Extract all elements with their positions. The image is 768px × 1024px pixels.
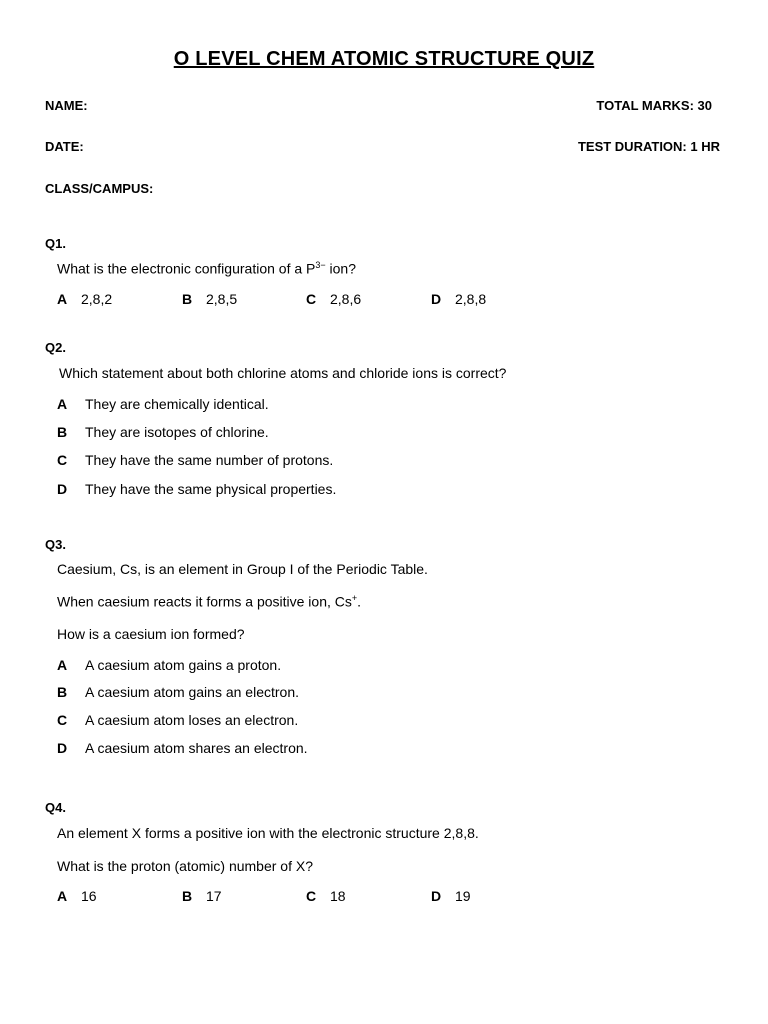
option-text: 19 <box>455 888 471 904</box>
question-2-option-a[interactable] <box>57 396 269 414</box>
date-label: DATE: <box>45 139 84 154</box>
question-1-text-end: ion? <box>325 260 356 277</box>
question-4-number: Q4. <box>45 800 66 815</box>
test-duration: TEST DURATION: 1 HR <box>577 139 720 154</box>
option-text: They are chemically identical. <box>85 396 269 412</box>
question-1-options <box>57 291 657 309</box>
question-4-option-d[interactable] <box>431 888 471 904</box>
option-letter: A <box>57 291 68 307</box>
total-marks: TOTAL MARKS: 30 <box>596 98 712 113</box>
question-3-line-2-start: When caesium reacts it forms a positive ion, Cs <box>57 593 352 610</box>
question-2-text: Which statement about both chlorine atoms and chloride ions is correct? <box>59 365 507 381</box>
option-letter: B <box>57 684 68 700</box>
option-text: A caesium atom gains an electron. <box>85 684 300 700</box>
question-3-superscript: + <box>351 593 358 603</box>
question-1-option-b[interactable] <box>182 291 237 307</box>
option-letter: B <box>57 424 68 440</box>
name-label: NAME: <box>45 98 88 113</box>
question-2-option-c[interactable] <box>57 452 333 470</box>
question-1-text <box>57 260 356 277</box>
option-text: 2,8,2 <box>81 291 113 307</box>
question-1-option-d[interactable] <box>431 291 486 307</box>
option-letter: A <box>57 657 68 673</box>
option-text: 2,8,6 <box>330 291 362 307</box>
question-1-number: Q1. <box>45 236 66 251</box>
option-letter: D <box>57 740 68 756</box>
question-3-number: Q3. <box>45 537 66 552</box>
option-letter: C <box>306 888 317 904</box>
question-3-line-2-end: . <box>357 593 362 610</box>
question-3-option-d[interactable] <box>57 740 308 758</box>
option-text: 18 <box>330 888 346 904</box>
option-letter: B <box>182 888 193 904</box>
question-2-number: Q2. <box>45 340 66 355</box>
option-letter: B <box>182 291 193 307</box>
option-text: 2,8,8 <box>455 291 487 307</box>
question-3-line-2 <box>57 593 361 610</box>
option-letter: A <box>57 888 68 904</box>
option-text: They have the same physical properties. <box>85 481 337 497</box>
option-letter: C <box>57 712 68 728</box>
question-2-option-b[interactable] <box>57 424 269 442</box>
option-letter: D <box>431 291 442 307</box>
option-text: A caesium atom shares an electron. <box>85 740 308 756</box>
question-1-text-start: What is the electronic configuration of a P <box>57 260 316 277</box>
option-text: They are isotopes of chlorine. <box>85 424 269 440</box>
question-2-option-d[interactable] <box>57 481 336 499</box>
option-letter: D <box>431 888 442 904</box>
option-text: A caesium atom loses an electron. <box>85 712 299 728</box>
question-3-option-a[interactable] <box>57 657 281 675</box>
question-1-option-a[interactable] <box>57 291 112 307</box>
question-3-option-c[interactable] <box>57 712 298 730</box>
option-letter: D <box>57 481 68 497</box>
option-text: 16 <box>81 888 97 904</box>
question-3-line-1: Caesium, Cs, is an element in Group I of the Periodic Table. <box>57 561 428 577</box>
question-4-option-a[interactable] <box>57 888 97 904</box>
quiz-title: O LEVEL CHEM ATOMIC STRUCTURE QUIZ <box>173 48 595 70</box>
question-4-option-b[interactable] <box>182 888 222 904</box>
option-letter: A <box>57 396 68 412</box>
option-text: 2,8,5 <box>206 291 238 307</box>
question-3-line-3: How is a caesium ion formed? <box>57 626 245 642</box>
option-letter: C <box>306 291 317 307</box>
question-4-line-2: What is the proton (atomic) number of X? <box>57 858 313 874</box>
question-4-option-c[interactable] <box>306 888 346 904</box>
option-text: A caesium atom gains a proton. <box>85 657 282 673</box>
question-1-superscript: 3− <box>315 260 326 270</box>
option-text: They have the same number of protons. <box>85 452 334 468</box>
question-1-option-c[interactable] <box>306 291 361 307</box>
question-3-option-b[interactable] <box>57 684 299 702</box>
question-4-line-1: An element X forms a positive ion with the electronic structure 2,8,8. <box>57 825 479 841</box>
option-text: 17 <box>206 888 222 904</box>
question-4-options <box>57 888 657 906</box>
option-letter: C <box>57 452 68 468</box>
class-campus-label: CLASS/CAMPUS: <box>45 181 154 196</box>
